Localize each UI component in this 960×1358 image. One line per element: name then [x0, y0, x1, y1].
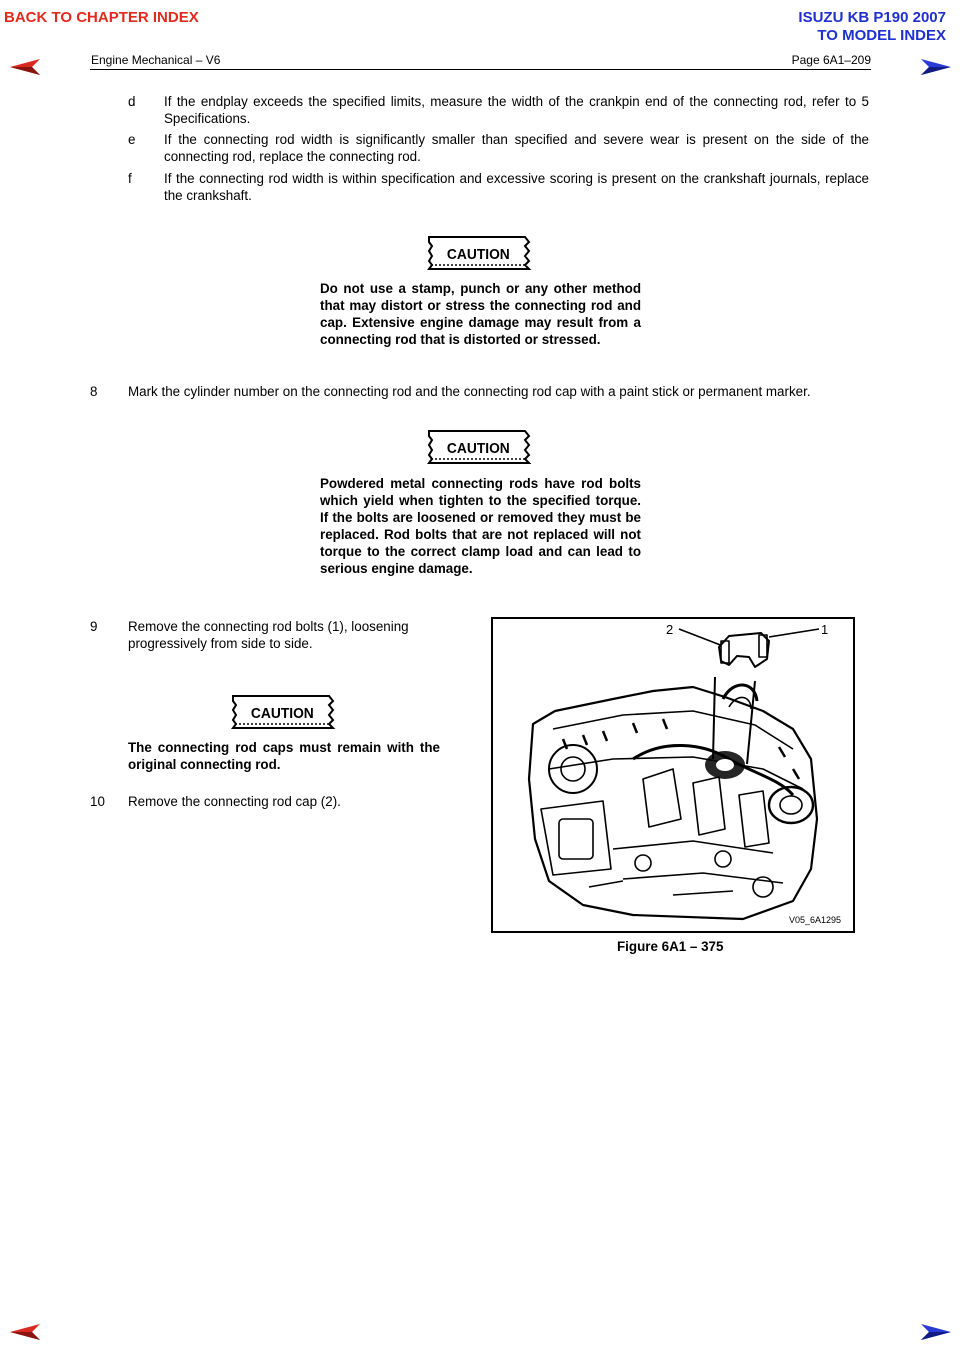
- header-rule: [90, 69, 871, 70]
- callout-1: 1: [821, 622, 829, 637]
- previous-page-arrow-bottom-icon[interactable]: [10, 1323, 40, 1341]
- step-label: d: [128, 94, 136, 109]
- step-10: [90, 793, 440, 810]
- caution-label: CAUTION: [446, 440, 510, 458]
- step-label: 9: [90, 619, 98, 634]
- model-index-link[interactable]: [798, 9, 946, 45]
- next-page-arrow-bottom-icon[interactable]: [921, 1323, 951, 1341]
- figure-engine-block: [491, 617, 855, 933]
- engine-block-illustration: [493, 619, 853, 931]
- caution-badge-icon: [425, 234, 533, 272]
- step-label: 8: [90, 384, 98, 399]
- step-d: [128, 93, 869, 127]
- figure-caption: Figure 6A1 – 375: [617, 939, 724, 954]
- caution-label: CAUTION: [446, 246, 510, 264]
- to-model-index[interactable]: TO MODEL INDEX: [817, 27, 946, 44]
- step-8: [90, 383, 871, 400]
- caution-badge-icon: [229, 693, 337, 731]
- back-to-chapter-index-link[interactable]: BACK TO CHAPTER INDEX: [4, 9, 199, 26]
- caution-1-text: Do not use a stamp, punch or any other method that may distort or stress the connecting rod and cap. Extensive engine damage may result from a connecting rod that is distorted or stressed.: [320, 281, 641, 347]
- step-text: Remove the connecting rod bolts (1), loosening progressively from side to side.: [128, 619, 409, 651]
- next-page-arrow-icon[interactable]: [921, 58, 951, 76]
- callout-2: 2: [666, 622, 674, 637]
- step-label: 10: [90, 794, 105, 809]
- model-title[interactable]: ISUZU KB P190 2007: [798, 9, 946, 26]
- step-label: e: [128, 132, 136, 147]
- step-text: If the endplay exceeds the specified limits, measure the width of the crankpin end of the connecting rod, refer to 5 Specifications.: [164, 94, 869, 126]
- step-9: [90, 618, 440, 652]
- caution-badge-icon: [425, 428, 533, 466]
- step-label: f: [128, 171, 132, 186]
- caution-2-text: Powdered metal connecting rods have rod bolts which yield when tighten to the specified torque. If the bolts are loosened or removed they must be replaced. Rod bolts that are not replaced will not torque to the correct clamp load and can lead to serious engine damage.: [320, 476, 641, 576]
- step-text: If the connecting rod width is within specification and excessive scoring is present on the crankshaft journals, replace the crankshaft.: [164, 171, 869, 203]
- figure-code: V05_6A1295: [789, 915, 842, 925]
- caution-label: CAUTION: [250, 705, 314, 723]
- step-f: [128, 170, 869, 204]
- section-title: Engine Mechanical – V6: [91, 53, 221, 67]
- step-text: If the connecting rod width is significantly smaller than specified and severe wear is present on the side of the connecting rod, replace the connecting rod.: [164, 132, 869, 164]
- step-text: Mark the cylinder number on the connecting rod and the connecting rod cap with a paint stick or permanent marker.: [128, 384, 811, 399]
- caution-3-text: The connecting rod caps must remain with the original connecting rod.: [128, 740, 440, 772]
- page-number: Page 6A1–209: [791, 53, 871, 67]
- step-e: [128, 131, 869, 165]
- previous-page-arrow-icon[interactable]: [10, 58, 40, 76]
- step-text: Remove the connecting rod cap (2).: [128, 794, 341, 809]
